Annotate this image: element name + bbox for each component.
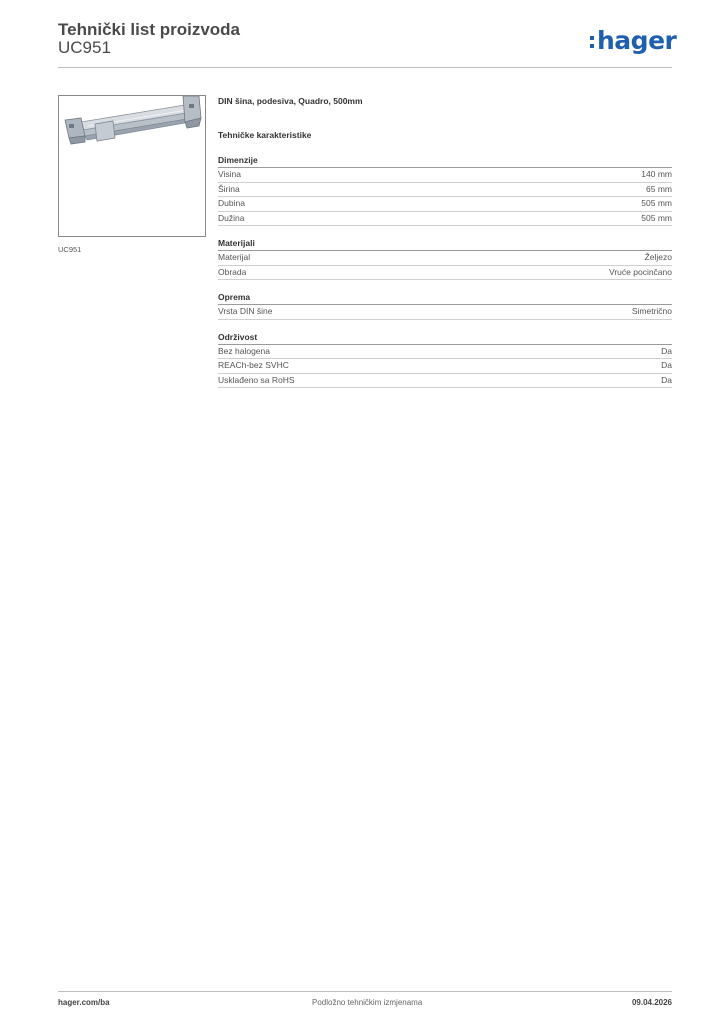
product-image: [58, 95, 206, 237]
group-title: Materijali: [218, 238, 672, 251]
spec-label: Bez halogena: [218, 345, 270, 356]
spec-value: Vruće pocinčano: [608, 266, 672, 277]
spec-row: [218, 359, 672, 374]
group-title: Oprema: [218, 292, 672, 305]
spec-label: Visina: [218, 169, 241, 179]
spec-row: [218, 212, 672, 227]
spec-label: Obrada: [218, 266, 247, 277]
spec-value: Da: [661, 360, 672, 370]
spec-value: 140 mm: [641, 169, 672, 179]
spec-row: [218, 374, 672, 389]
hager-logo: [590, 26, 676, 55]
spec-group-sustainability: [218, 332, 672, 389]
spec-row: [218, 251, 672, 266]
spec-row: [218, 266, 672, 281]
spec-value: 505 mm: [641, 212, 672, 223]
product-code: UC951: [58, 38, 111, 57]
spec-value: 505 mm: [641, 198, 672, 208]
spec-row: [218, 168, 672, 183]
spec-group-dimensions: [218, 155, 672, 226]
footer-divider: [58, 991, 672, 992]
product-name: DIN šina, podesiva, Quadro, 500mm: [218, 96, 363, 106]
spec-row: [218, 197, 672, 212]
footer-date: 09.04.2026: [631, 998, 672, 1007]
spec-label: Dužina: [218, 212, 245, 223]
spec-value: Da: [661, 374, 672, 385]
group-title: Dimenzije: [218, 155, 672, 168]
spec-group-materials: [218, 238, 672, 280]
spec-label: REACh-bez SVHC: [218, 360, 289, 370]
footer-notice: Podložno tehničkim izmjenama: [312, 998, 423, 1007]
spec-value: Željezo: [644, 252, 672, 262]
spec-value: Simetrično: [631, 306, 672, 316]
spec-group-equipment: [218, 292, 672, 320]
spec-label: Širina: [218, 183, 240, 194]
footer-website-link[interactable]: hager.com/ba: [58, 998, 110, 1007]
spec-label: Materijal: [218, 252, 251, 262]
logo-colon-icon: [590, 34, 595, 51]
spec-label: Usklađeno sa RoHS: [218, 374, 295, 385]
spec-row: [218, 345, 672, 360]
logo-text: hager: [597, 26, 677, 55]
spec-row: [218, 183, 672, 198]
spec-value: Da: [661, 345, 672, 356]
spec-label: Vrsta DIN šine: [218, 306, 273, 316]
spec-value: 65 mm: [646, 183, 672, 194]
image-caption: UC951: [58, 245, 82, 254]
page-title: Tehnički list proizvoda: [58, 20, 240, 39]
group-title: Održivost: [218, 332, 672, 345]
spec-content: [218, 96, 672, 400]
header-divider: [58, 67, 672, 68]
spec-row: [218, 305, 672, 320]
section-title: Tehničke karakteristike: [218, 130, 312, 140]
din-rail-illustration-icon: [59, 96, 205, 236]
spec-label: Dubina: [218, 198, 245, 208]
